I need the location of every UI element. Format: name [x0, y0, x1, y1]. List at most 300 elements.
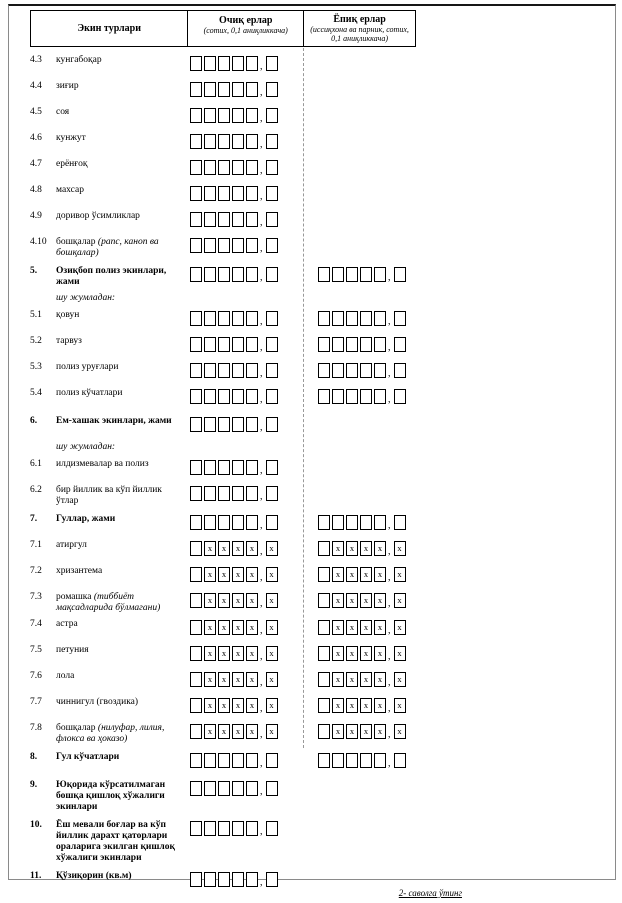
digit-box[interactable]: [246, 56, 258, 71]
digit-box[interactable]: [346, 311, 358, 326]
digit-box[interactable]: [332, 363, 344, 378]
digit-box[interactable]: x: [346, 567, 358, 582]
digit-box[interactable]: x: [246, 724, 258, 739]
digit-box[interactable]: x: [232, 620, 244, 635]
digit-box[interactable]: x: [346, 620, 358, 635]
digit-box[interactable]: x: [218, 567, 230, 582]
digit-box[interactable]: x: [218, 620, 230, 635]
row-label: Ёш мевали боғлар ва кўп йиллик дарахт қаторлари ораларига экилган қишлоқ хўжалиги экинлари: [56, 820, 175, 863]
digit-box[interactable]: [204, 134, 216, 149]
digit-box-group-open: [190, 416, 278, 432]
open-land-cell: [190, 133, 304, 154]
digit-box-group-open: [190, 388, 278, 404]
digit-box[interactable]: [190, 593, 202, 608]
row-number: 4.10: [30, 237, 47, 247]
decimal-digit-box[interactable]: x: [266, 672, 278, 687]
digit-box[interactable]: [190, 389, 202, 404]
digit-box[interactable]: x: [232, 646, 244, 661]
row-label-italic: (тиббиёт мақсадларида бўлмагани): [56, 592, 161, 613]
digit-box[interactable]: [374, 311, 386, 326]
digit-box[interactable]: x: [232, 698, 244, 713]
decimal-digit-box[interactable]: [266, 781, 278, 796]
decimal-digit-box[interactable]: [266, 363, 278, 378]
digit-box[interactable]: [374, 363, 386, 378]
decimal-digit-box[interactable]: [394, 753, 406, 768]
digit-box[interactable]: x: [218, 672, 230, 687]
digit-box[interactable]: [246, 821, 258, 836]
digit-box[interactable]: x: [374, 593, 386, 608]
digit-box-group-open: [190, 185, 278, 201]
digit-box[interactable]: [190, 486, 202, 501]
decimal-digit-box[interactable]: [266, 389, 278, 404]
digit-box[interactable]: [218, 238, 230, 253]
digit-box[interactable]: [246, 134, 258, 149]
digit-box[interactable]: [360, 363, 372, 378]
decimal-digit-box[interactable]: [266, 160, 278, 175]
digit-box[interactable]: [318, 311, 330, 326]
digit-box[interactable]: [246, 363, 258, 378]
decimal-digit-box[interactable]: [266, 417, 278, 432]
decimal-digit-box[interactable]: [394, 337, 406, 352]
digit-box[interactable]: [218, 781, 230, 796]
digit-box[interactable]: [190, 821, 202, 836]
digit-box[interactable]: [246, 238, 258, 253]
digit-box[interactable]: [332, 753, 344, 768]
digit-box[interactable]: x: [346, 541, 358, 556]
digit-box[interactable]: [218, 267, 230, 282]
digit-box[interactable]: [204, 753, 216, 768]
digit-box-group-open: [190, 820, 278, 836]
digit-box[interactable]: x: [360, 620, 372, 635]
decimal-digit-box[interactable]: [266, 460, 278, 475]
digit-box[interactable]: x: [360, 724, 372, 739]
digit-box[interactable]: [318, 620, 330, 635]
digit-box[interactable]: [360, 337, 372, 352]
digit-box[interactable]: x: [204, 672, 216, 687]
digit-box[interactable]: [204, 363, 216, 378]
digit-box[interactable]: [218, 311, 230, 326]
digit-box[interactable]: [232, 186, 244, 201]
digit-box[interactable]: x: [246, 672, 258, 687]
digit-box[interactable]: [190, 620, 202, 635]
row-label: астра: [56, 619, 78, 629]
digit-box[interactable]: [246, 515, 258, 530]
row-label-cell: [30, 133, 190, 144]
digit-box[interactable]: x: [332, 698, 344, 713]
digit-box[interactable]: [190, 724, 202, 739]
digit-box[interactable]: [246, 417, 258, 432]
digit-box[interactable]: [232, 417, 244, 432]
digit-box[interactable]: x: [204, 698, 216, 713]
digit-box[interactable]: [374, 389, 386, 404]
decimal-digit-box[interactable]: [266, 267, 278, 282]
digit-box[interactable]: x: [246, 646, 258, 661]
decimal-digit-box[interactable]: x: [266, 593, 278, 608]
decimal-digit-box[interactable]: [266, 238, 278, 253]
digit-box[interactable]: [346, 337, 358, 352]
digit-box[interactable]: [190, 108, 202, 123]
digit-box[interactable]: [190, 337, 202, 352]
closed-land-cell: [304, 645, 490, 666]
decimal-digit-box[interactable]: [266, 82, 278, 97]
digit-box[interactable]: [190, 56, 202, 71]
digit-box[interactable]: [346, 753, 358, 768]
digit-box[interactable]: x: [374, 567, 386, 582]
digit-box[interactable]: x: [374, 646, 386, 661]
digit-box[interactable]: x: [218, 646, 230, 661]
digit-box[interactable]: [346, 267, 358, 282]
digit-box[interactable]: x: [360, 646, 372, 661]
decimal-digit-box[interactable]: [266, 134, 278, 149]
digit-box[interactable]: [190, 460, 202, 475]
digit-box[interactable]: [318, 515, 330, 530]
digit-box[interactable]: [190, 134, 202, 149]
decimal-digit-box[interactable]: x: [394, 620, 406, 635]
digit-box[interactable]: x: [360, 698, 372, 713]
digit-box[interactable]: [246, 108, 258, 123]
digit-box[interactable]: [218, 872, 230, 887]
digit-box[interactable]: x: [332, 646, 344, 661]
digit-box[interactable]: [318, 389, 330, 404]
digit-box[interactable]: [318, 593, 330, 608]
digit-box[interactable]: [374, 337, 386, 352]
form-row: [30, 336, 492, 357]
digit-box[interactable]: [218, 417, 230, 432]
open-land-cell: [190, 211, 304, 232]
digit-box[interactable]: [346, 389, 358, 404]
digit-box[interactable]: x: [232, 672, 244, 687]
digit-box[interactable]: [332, 337, 344, 352]
digit-box[interactable]: x: [374, 698, 386, 713]
digit-box[interactable]: x: [374, 672, 386, 687]
goto-question-2-note: 2- саволга ўтинг: [398, 888, 462, 898]
digit-box[interactable]: [318, 337, 330, 352]
digit-box[interactable]: x: [374, 724, 386, 739]
digit-box[interactable]: [232, 238, 244, 253]
closed-land-cell: [304, 671, 490, 692]
digit-box[interactable]: [318, 672, 330, 687]
digit-box[interactable]: [232, 134, 244, 149]
digit-box[interactable]: x: [346, 724, 358, 739]
digit-box[interactable]: [332, 267, 344, 282]
decimal-digit-box[interactable]: [394, 389, 406, 404]
digit-box[interactable]: [204, 515, 216, 530]
digit-box[interactable]: [204, 872, 216, 887]
digit-box[interactable]: x: [374, 620, 386, 635]
digit-box[interactable]: [360, 311, 372, 326]
digit-box[interactable]: x: [332, 593, 344, 608]
digit-box[interactable]: [374, 753, 386, 768]
digit-box[interactable]: [190, 417, 202, 432]
digit-box[interactable]: x: [204, 567, 216, 582]
decimal-digit-box[interactable]: [266, 872, 278, 887]
digit-box[interactable]: [246, 212, 258, 227]
decimal-digit-box[interactable]: [266, 821, 278, 836]
digit-box[interactable]: [190, 753, 202, 768]
open-land-cell: [190, 697, 304, 718]
digit-box[interactable]: [232, 781, 244, 796]
digit-box[interactable]: [232, 108, 244, 123]
digit-box[interactable]: [204, 311, 216, 326]
digit-box[interactable]: [246, 337, 258, 352]
digit-box[interactable]: [204, 460, 216, 475]
row-number: 6.: [30, 416, 38, 426]
decimal-digit-box[interactable]: x: [394, 724, 406, 739]
digit-box[interactable]: [190, 698, 202, 713]
digit-box[interactable]: [246, 160, 258, 175]
digit-box[interactable]: [232, 389, 244, 404]
digit-box[interactable]: [190, 267, 202, 282]
digit-box-group-closed: [318, 619, 406, 635]
digit-box[interactable]: [190, 238, 202, 253]
row-label-cell: [30, 362, 190, 373]
digit-box[interactable]: [218, 337, 230, 352]
digit-box[interactable]: [218, 212, 230, 227]
digit-box[interactable]: x: [204, 724, 216, 739]
digit-box[interactable]: [204, 238, 216, 253]
digit-box[interactable]: x: [360, 541, 372, 556]
decimal-digit-box[interactable]: x: [394, 593, 406, 608]
digit-box[interactable]: [232, 460, 244, 475]
digit-box-group-open: [190, 514, 278, 530]
digit-box[interactable]: [246, 311, 258, 326]
decimal-comma-icon: ,: [260, 598, 263, 609]
digit-box[interactable]: x: [246, 541, 258, 556]
digit-box[interactable]: x: [246, 567, 258, 582]
digit-box[interactable]: [246, 82, 258, 97]
digit-box[interactable]: [318, 363, 330, 378]
digit-box[interactable]: x: [218, 541, 230, 556]
digit-box[interactable]: [204, 186, 216, 201]
digit-box[interactable]: [246, 389, 258, 404]
digit-box[interactable]: [232, 753, 244, 768]
digit-box[interactable]: [190, 160, 202, 175]
decimal-digit-box[interactable]: x: [266, 567, 278, 582]
digit-box[interactable]: x: [332, 567, 344, 582]
decimal-digit-box[interactable]: [394, 311, 406, 326]
digit-box[interactable]: [218, 486, 230, 501]
decimal-digit-box[interactable]: x: [266, 646, 278, 661]
decimal-digit-box[interactable]: [266, 108, 278, 123]
digit-box[interactable]: x: [204, 593, 216, 608]
row-label: Ем-хашак экинлари, жами: [56, 416, 172, 426]
digit-box[interactable]: [190, 186, 202, 201]
decimal-digit-box[interactable]: x: [394, 672, 406, 687]
digit-box[interactable]: [218, 753, 230, 768]
digit-box[interactable]: x: [346, 646, 358, 661]
decimal-digit-box[interactable]: [266, 186, 278, 201]
digit-box[interactable]: [232, 486, 244, 501]
digit-box[interactable]: [218, 460, 230, 475]
digit-box[interactable]: [204, 267, 216, 282]
decimal-digit-box[interactable]: [394, 363, 406, 378]
digit-box[interactable]: [346, 363, 358, 378]
digit-box[interactable]: x: [332, 724, 344, 739]
decimal-digit-box[interactable]: x: [266, 698, 278, 713]
digit-box[interactable]: x: [346, 593, 358, 608]
form-row: [30, 697, 492, 718]
digit-box[interactable]: x: [232, 724, 244, 739]
decimal-digit-box[interactable]: x: [266, 541, 278, 556]
digit-box[interactable]: [332, 389, 344, 404]
digit-box[interactable]: x: [232, 593, 244, 608]
decimal-digit-box[interactable]: [266, 337, 278, 352]
digit-box[interactable]: [190, 646, 202, 661]
digit-box[interactable]: [190, 311, 202, 326]
digit-box[interactable]: x: [346, 698, 358, 713]
digit-box[interactable]: [246, 186, 258, 201]
digit-box[interactable]: x: [332, 620, 344, 635]
digit-box[interactable]: x: [232, 567, 244, 582]
digit-box[interactable]: [360, 267, 372, 282]
digit-box[interactable]: [190, 672, 202, 687]
digit-box[interactable]: [246, 267, 258, 282]
digit-box[interactable]: [204, 821, 216, 836]
decimal-digit-box[interactable]: x: [266, 724, 278, 739]
digit-box[interactable]: [232, 515, 244, 530]
digit-box[interactable]: [374, 267, 386, 282]
digit-box[interactable]: x: [374, 541, 386, 556]
digit-box[interactable]: [318, 698, 330, 713]
digit-box[interactable]: [218, 515, 230, 530]
decimal-digit-box[interactable]: x: [394, 646, 406, 661]
digit-box[interactable]: x: [246, 593, 258, 608]
decimal-digit-box[interactable]: [266, 486, 278, 501]
decimal-comma-icon: ,: [260, 491, 263, 502]
digit-box[interactable]: [246, 872, 258, 887]
digit-box[interactable]: [318, 753, 330, 768]
digit-box[interactable]: [190, 515, 202, 530]
digit-box[interactable]: [204, 337, 216, 352]
decimal-comma-icon: ,: [388, 703, 391, 714]
decimal-digit-box[interactable]: [394, 267, 406, 282]
digit-box[interactable]: [190, 212, 202, 227]
digit-box[interactable]: [204, 56, 216, 71]
digit-box[interactable]: [204, 82, 216, 97]
digit-box[interactable]: [318, 646, 330, 661]
digit-box-group-open: [190, 752, 278, 768]
row-number: 9.: [30, 780, 38, 790]
digit-box[interactable]: [232, 311, 244, 326]
digit-box[interactable]: [218, 389, 230, 404]
decimal-digit-box[interactable]: [266, 212, 278, 227]
decimal-digit-box[interactable]: [266, 515, 278, 530]
digit-box[interactable]: x: [360, 672, 372, 687]
digit-box[interactable]: [232, 363, 244, 378]
digit-box[interactable]: x: [246, 620, 258, 635]
digit-box[interactable]: [218, 56, 230, 71]
digit-box-group-closed: [318, 592, 406, 608]
decimal-digit-box[interactable]: x: [266, 620, 278, 635]
digit-box[interactable]: [204, 486, 216, 501]
row-label-cell: [30, 266, 190, 288]
decimal-digit-box[interactable]: [266, 311, 278, 326]
digit-box[interactable]: [246, 460, 258, 475]
digit-box[interactable]: [190, 541, 202, 556]
digit-box[interactable]: [190, 82, 202, 97]
digit-box[interactable]: x: [232, 541, 244, 556]
digit-box[interactable]: [218, 134, 230, 149]
decimal-digit-box[interactable]: [394, 515, 406, 530]
digit-box[interactable]: [204, 781, 216, 796]
digit-box[interactable]: [204, 417, 216, 432]
digit-box[interactable]: [246, 781, 258, 796]
digit-box[interactable]: [346, 515, 358, 530]
digit-box[interactable]: x: [218, 698, 230, 713]
digit-box[interactable]: [190, 781, 202, 796]
digit-box[interactable]: [232, 337, 244, 352]
digit-box[interactable]: [204, 108, 216, 123]
digit-box[interactable]: x: [204, 620, 216, 635]
digit-box[interactable]: x: [204, 646, 216, 661]
digit-box[interactable]: [318, 724, 330, 739]
digit-box[interactable]: [332, 515, 344, 530]
digit-box[interactable]: [232, 160, 244, 175]
digit-box[interactable]: [232, 267, 244, 282]
digit-box[interactable]: [246, 753, 258, 768]
digit-box[interactable]: [204, 160, 216, 175]
digit-box[interactable]: [246, 486, 258, 501]
row-label: хризантема: [56, 566, 103, 576]
digit-box[interactable]: [360, 753, 372, 768]
digit-box[interactable]: [204, 389, 216, 404]
form-row: [30, 55, 492, 76]
digit-box[interactable]: x: [246, 698, 258, 713]
digit-box[interactable]: [218, 160, 230, 175]
digit-box[interactable]: [318, 567, 330, 582]
digit-box[interactable]: x: [332, 672, 344, 687]
decimal-digit-box[interactable]: [266, 56, 278, 71]
decimal-digit-box[interactable]: x: [394, 698, 406, 713]
decimal-digit-box[interactable]: x: [394, 541, 406, 556]
digit-box[interactable]: x: [360, 567, 372, 582]
digit-box[interactable]: [218, 363, 230, 378]
decimal-digit-box[interactable]: x: [394, 567, 406, 582]
digit-box[interactable]: [218, 82, 230, 97]
decimal-comma-icon: ,: [388, 572, 391, 583]
digit-box[interactable]: [360, 389, 372, 404]
digit-box[interactable]: [232, 56, 244, 71]
digit-box[interactable]: [218, 186, 230, 201]
form-row: [30, 723, 492, 745]
closed-land-cell: [304, 566, 490, 587]
digit-box[interactable]: [232, 212, 244, 227]
digit-box[interactable]: x: [332, 541, 344, 556]
digit-box[interactable]: [232, 82, 244, 97]
digit-box[interactable]: [218, 108, 230, 123]
digit-box[interactable]: x: [346, 672, 358, 687]
digit-box[interactable]: [218, 821, 230, 836]
digit-box[interactable]: [318, 267, 330, 282]
digit-box[interactable]: x: [204, 541, 216, 556]
digit-box[interactable]: [190, 567, 202, 582]
digit-box[interactable]: [374, 515, 386, 530]
digit-box[interactable]: x: [360, 593, 372, 608]
digit-box[interactable]: [190, 363, 202, 378]
form-row: [30, 81, 492, 102]
digit-box[interactable]: [232, 821, 244, 836]
digit-box[interactable]: [204, 212, 216, 227]
digit-box[interactable]: [332, 311, 344, 326]
row-number: 4.3: [30, 55, 42, 65]
decimal-digit-box[interactable]: [266, 753, 278, 768]
digit-box[interactable]: x: [218, 593, 230, 608]
digit-box[interactable]: [232, 872, 244, 887]
digit-box[interactable]: [360, 515, 372, 530]
digit-box[interactable]: [318, 541, 330, 556]
digit-box[interactable]: [190, 872, 202, 887]
digit-box[interactable]: x: [218, 724, 230, 739]
